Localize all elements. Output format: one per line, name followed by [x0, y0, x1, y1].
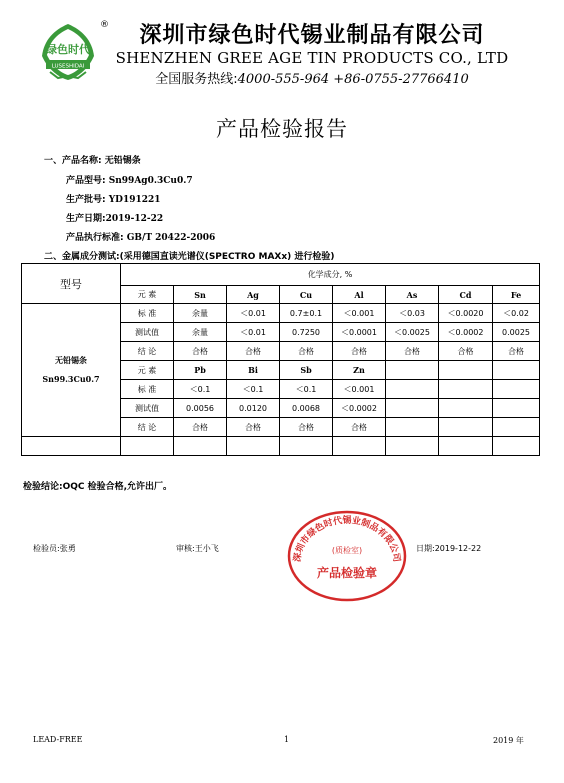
table-cell: ＜0.0002	[333, 399, 386, 418]
table-cell: ＜0.03	[386, 304, 439, 323]
element-cell: Cu	[280, 286, 333, 304]
table-cell: 合格	[227, 342, 280, 361]
row-label: 结 论	[121, 418, 174, 437]
table-cell: 合格	[227, 418, 280, 437]
empty-cell	[439, 361, 493, 380]
table-row	[22, 304, 540, 323]
registered-mark: ®	[100, 20, 109, 30]
standard-value: GB/T 20422-2006	[126, 233, 216, 243]
product-name-value: 无铅锡条	[104, 156, 141, 166]
production-date-line	[66, 211, 163, 224]
table-cell: ＜0.0002	[439, 323, 493, 342]
empty-cell	[493, 361, 540, 380]
table-cell: 合格	[493, 342, 540, 361]
table-cell: ＜0.0001	[333, 323, 386, 342]
element-cell: Zn	[333, 361, 386, 380]
row-label: 结 论	[121, 342, 174, 361]
row-label: 测试值	[121, 399, 174, 418]
empty-cell	[227, 437, 280, 456]
table-cell: 合格	[439, 342, 493, 361]
element-cell: Pb	[174, 361, 227, 380]
stamp-ring-text: 深圳市绿色时代锡业制品有限公司	[292, 516, 402, 563]
company-name-cn: 深圳市绿色时代锡业制品有限公司	[139, 23, 485, 48]
hotline-label: 全国服务热线:	[155, 72, 238, 87]
empty-cell	[493, 437, 540, 456]
table-cell: ＜0.0025	[386, 323, 439, 342]
product-name-line	[44, 153, 141, 166]
element-cell: Al	[333, 286, 386, 304]
standard-line	[66, 230, 215, 243]
empty-cell	[493, 380, 540, 399]
table-cell: 0.0025	[493, 323, 540, 342]
table-row-empty	[22, 437, 540, 456]
table-cell: 合格	[333, 418, 386, 437]
section-metal-test: 二、金属成分测试:(采用德国直读光谱仪(SPECTRO MAXx) 进行检验)	[44, 252, 335, 262]
batch-label: 生产批号:	[66, 195, 106, 205]
production-date-label: 生产日期:	[66, 214, 106, 224]
production-date-value: 2019-12-22	[105, 214, 164, 224]
inspection-conclusion: 检验结论:OQC 检验合格,允许出厂。	[23, 482, 173, 492]
row-label: 标 准	[121, 304, 174, 323]
logo-sub: LUSESHIDAI	[51, 63, 85, 70]
model-code: Sn99.3Cu0.7	[42, 374, 100, 384]
svg-text:深圳市绿色时代锡业制品有限公司	[291, 514, 403, 563]
composition-table	[21, 263, 540, 456]
batch-value: YD191221	[108, 195, 161, 205]
model-header: 型号	[22, 264, 121, 304]
table-cell: 0.7250	[280, 323, 333, 342]
element-cell: Fe	[493, 286, 540, 304]
element-cell: Sn	[174, 286, 227, 304]
empty-cell	[439, 380, 493, 399]
table-cell: ＜0.02	[493, 304, 540, 323]
empty-cell	[439, 418, 493, 437]
batch-line	[66, 192, 161, 205]
row-label: 元 素	[121, 286, 174, 304]
element-cell: As	[386, 286, 439, 304]
standard-label: 产品执行标准:	[66, 233, 124, 243]
table-cell: 合格	[174, 418, 227, 437]
row-label: 标 准	[121, 380, 174, 399]
empty-cell	[386, 380, 439, 399]
table-cell: 余量	[174, 323, 227, 342]
element-cell: Sb	[280, 361, 333, 380]
company-name-en: SHENZHEN GREE AGE TIN PRODUCTS CO., LTD	[115, 49, 509, 67]
table-cell: ＜0.01	[227, 323, 280, 342]
table-cell: 合格	[386, 342, 439, 361]
table-cell: 合格	[333, 342, 386, 361]
page-title: 产品检验报告	[216, 117, 348, 141]
empty-cell	[386, 418, 439, 437]
model-name: 无铅锡条	[55, 356, 87, 365]
element-cell: Cd	[439, 286, 493, 304]
empty-cell	[386, 399, 439, 418]
table-cell: 余量	[174, 304, 227, 323]
element-cell: Bi	[227, 361, 280, 380]
empty-cell	[121, 437, 174, 456]
empty-cell	[439, 399, 493, 418]
model-cell	[22, 304, 121, 437]
inspection-stamp	[286, 509, 408, 603]
product-model-label: 产品型号:	[66, 176, 106, 186]
table-cell: ＜0.1	[174, 380, 227, 399]
product-model-line	[66, 173, 193, 186]
empty-cell	[493, 399, 540, 418]
empty-cell	[439, 437, 493, 456]
empty-cell	[493, 418, 540, 437]
table-cell: 0.0056	[174, 399, 227, 418]
row-label: 元 素	[121, 361, 174, 380]
page-number: 1	[284, 735, 290, 744]
footer-left: LEAD-FREE	[33, 735, 83, 744]
stamp-label: 产品检验章	[316, 566, 378, 580]
table-cell: 合格	[174, 342, 227, 361]
table-cell: 0.7±0.1	[280, 304, 333, 323]
hotline	[0, 68, 564, 87]
table-cell: 0.0120	[227, 399, 280, 418]
empty-cell	[333, 437, 386, 456]
table-cell: ＜0.1	[280, 380, 333, 399]
logo-text: 绿色时代	[46, 43, 90, 56]
product-name-label: 一、产品名称:	[44, 156, 102, 166]
table-header-row	[22, 264, 540, 286]
table-cell: ＜0.0020	[439, 304, 493, 323]
inspector: 检验员:张勇	[33, 544, 76, 553]
product-model-value: Sn99Ag0.3Cu0.7	[108, 176, 193, 186]
sign-date: 日期:2019-12-22	[416, 544, 482, 553]
table-cell: ＜0.001	[333, 380, 386, 399]
element-cell: Ag	[227, 286, 280, 304]
empty-cell	[22, 437, 121, 456]
footer-right: 2019 年	[493, 736, 524, 745]
empty-cell	[174, 437, 227, 456]
empty-cell	[280, 437, 333, 456]
reviewer: 审核:王小飞	[176, 544, 219, 553]
table-cell: ＜0.01	[227, 304, 280, 323]
table-cell: 0.0068	[280, 399, 333, 418]
empty-cell	[386, 437, 439, 456]
composition-header: 化学成分, %	[121, 264, 540, 286]
table-cell: ＜0.1	[227, 380, 280, 399]
stamp-dept: (质检室)	[331, 546, 363, 555]
empty-cell	[386, 361, 439, 380]
table-cell: 合格	[280, 342, 333, 361]
hotline-numbers: 4000-555-964 +86-0755-27766410	[237, 72, 469, 87]
table-cell: 合格	[280, 418, 333, 437]
row-label: 测试值	[121, 323, 174, 342]
table-cell: ＜0.001	[333, 304, 386, 323]
